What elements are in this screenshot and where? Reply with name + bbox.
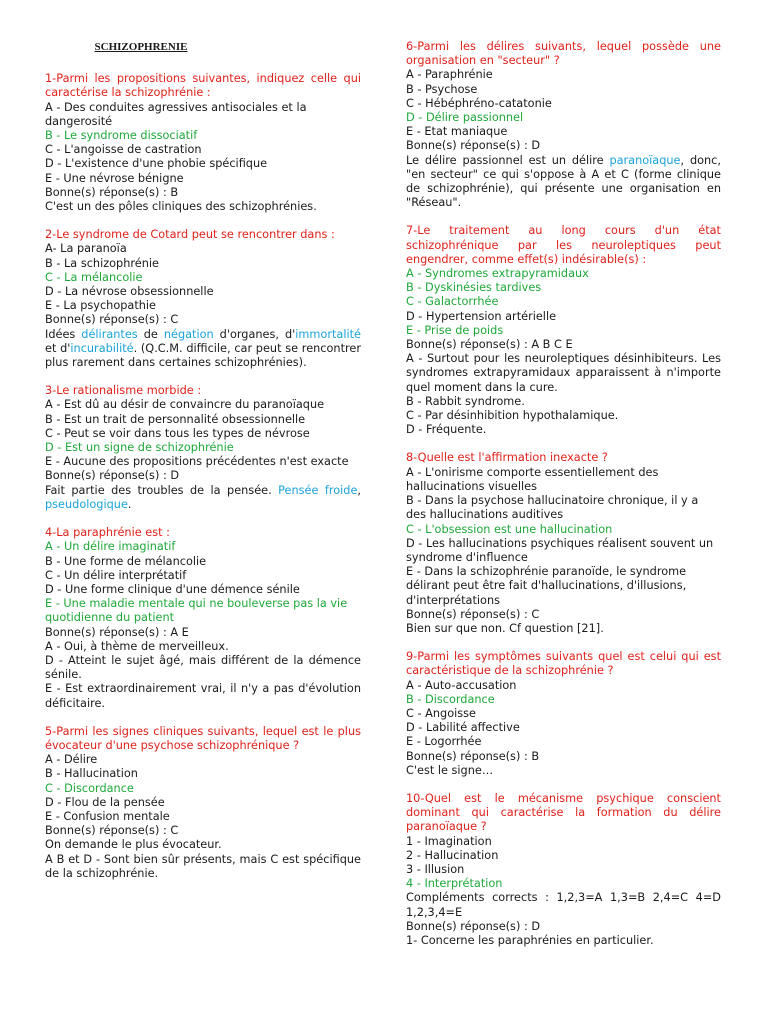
option-a: A - Est dû au désir de convaincre du paranoïaque — [45, 398, 325, 412]
option-b: B - La schizophrénie — [45, 256, 159, 270]
option-e: E - Confusion mentale — [45, 809, 170, 823]
option-a: A - Paraphrénie — [406, 68, 493, 82]
option-e: E - Une névrose bénigne — [45, 171, 184, 185]
answer: Bonne(s) réponse(s) : C — [406, 607, 540, 621]
left-column — [45, 40, 361, 895]
explanation-text: , donc, "en secteur" ce qui s'oppose à A et C (forme clinique de schizophrénie), qui présente une organisation en "Réseau". — [406, 153, 721, 210]
option-c: C - Hébéphréno-catatonie — [406, 96, 552, 110]
explanation: Bien sur que non. Cf question [21]. — [406, 621, 604, 635]
explanation: 1- Concerne les paraphrénies en particulier. — [406, 933, 654, 947]
question-5 — [45, 725, 361, 881]
option-d: D - Labilité affective — [406, 721, 520, 735]
explanation-text: . (Q.C.M. difficile, car peut se rencontrer plus rarement dans certaines schizophrénies). — [45, 341, 362, 370]
option-d: D - Flou de la pensée — [45, 795, 165, 809]
item-2: 2 - Hallucination — [406, 848, 499, 862]
option-a: A - Des conduites agressives antisociales et la dangerosité — [45, 100, 307, 128]
answer: Bonne(s) réponse(s) : B — [45, 185, 179, 199]
question-stem: 5-Parmi les signes cliniques suivants, lequel est le plus évocateur d'une psychose schizophrénique ? — [45, 724, 361, 752]
question-2 — [45, 228, 361, 370]
explanation-text: . — [127, 497, 132, 511]
option-d: D - L'existence d'une phobie spécifique — [45, 157, 268, 171]
option-b: B - Hallucination — [45, 767, 138, 781]
explanation-text: Idées — [45, 327, 82, 341]
question-10 — [406, 792, 721, 948]
question-stem: 2-Le syndrome de Cotard peut se rencontrer dans : — [45, 228, 335, 242]
option-d: D - Les hallucinations psychiques réalisent souvent un syndrome d'influence — [406, 536, 714, 564]
highlight-term: Pensée froide — [278, 483, 358, 497]
option-b: B - Psychose — [406, 82, 478, 96]
highlight-term: délirantes — [81, 327, 138, 341]
item-1: 1 - Imagination — [406, 834, 492, 848]
option-c-correct: C - Galactorrhée — [406, 295, 499, 309]
answer: Bonne(s) réponse(s) : B — [406, 749, 540, 763]
option-e: E - Aucune des propositions précédentes n'est exacte — [45, 455, 349, 469]
question-stem: 8-Quelle est l'affirmation inexacte ? — [406, 451, 608, 465]
explanation: A B et D - Sont bien sûr présents, mais C est spécifique de la schizophrénie. — [45, 852, 361, 880]
highlight-term: incurabilité — [70, 341, 134, 355]
answer: Bonne(s) réponse(s) : C — [45, 824, 179, 838]
answer: Bonne(s) réponse(s) : D — [406, 919, 541, 933]
option-c-correct: C - L'obsession est une hallucination — [406, 522, 613, 536]
complements-key: Compléments corrects : 1,2,3=A 1,3=B 2,4=C 4=D 1,2,3,4=E — [406, 891, 721, 919]
right-column — [406, 40, 721, 962]
option-e: E - Dans la schizophrénie paranoïde, le syndrome délirant peut être fait d'hallucinations, d'illusions, d'interprétations — [406, 565, 687, 607]
option-a-correct: A - Syndromes extrapyramidaux — [406, 267, 589, 281]
answer: Bonne(s) réponse(s) : A B C E — [406, 338, 573, 352]
option-c: C - Peut se voir dans tous les types de névrose — [45, 426, 310, 440]
question-stem: 3-Le rationalisme morbide : — [45, 384, 202, 398]
highlight-term: négation — [163, 327, 214, 341]
option-b: B - Dans la psychose hallucinatoire chronique, il y a des hallucinations auditives — [406, 494, 699, 522]
explanation — [406, 154, 721, 211]
option-e-correct: E - Une maladie mentale qui ne bouleverse pas la vie quotidienne du patient — [45, 597, 348, 625]
question-6 — [406, 40, 721, 210]
item-4-correct: 4 - Interprétation — [406, 877, 503, 891]
explanation — [45, 328, 361, 371]
option-c: C - Un délire interprétatif — [45, 568, 187, 582]
option-d-correct: D - Est un signe de schizophrénie — [45, 441, 234, 455]
explanation: E - Est extraordinairement vrai, il n'y a pas d'évolution déficitaire. — [45, 682, 361, 710]
question-8 — [406, 451, 721, 636]
option-d-correct: D - Délire passionnel — [406, 111, 524, 125]
option-a: A- La paranoïa — [45, 242, 127, 256]
question-stem: 9-Parmi les symptômes suivants quel est celui qui est caractéristique de la schizophrénie ? — [406, 650, 721, 678]
explanation: A - Surtout pour les neuroleptiques désinhibiteurs. Les syndromes extrapyramidaux apparaissent à n'importe quel moment dans la cure. — [406, 352, 721, 394]
explanation-text: et d' — [45, 341, 71, 355]
answer: Bonne(s) réponse(s) : D — [45, 469, 180, 483]
question-4 — [45, 526, 361, 711]
option-c: C - Angoisse — [406, 706, 476, 720]
option-b: B - Est un trait de personnalité obsessionnelle — [45, 412, 306, 426]
explanation: On demande le plus évocateur. — [45, 838, 222, 852]
option-a: A - L'onirisme comporte essentiellement des hallucinations visuelles — [406, 465, 659, 493]
option-b-correct: B - Le syndrome dissociatif — [45, 129, 198, 143]
question-1 — [45, 72, 361, 214]
document-title: SCHIZOPHRENIE — [94, 41, 188, 53]
answer: Bonne(s) réponse(s) : A E — [45, 625, 189, 639]
question-7 — [406, 224, 721, 437]
highlight-term: immortalité — [295, 327, 361, 341]
explanation-text: , — [357, 483, 361, 497]
explanation: A - Oui, à thème de merveilleux. — [45, 639, 229, 653]
option-c-correct: C - Discordance — [45, 781, 134, 795]
explanation: C'est un des pôles cliniques des schizophrénies. — [45, 200, 317, 214]
question-stem: 10-Quel est le mécanisme psychique conscient dominant qui caractérise la formation du délire paranoïaque ? — [406, 791, 721, 834]
question-stem: 4-La paraphrénie est : — [45, 526, 170, 540]
explanation-text: Fait partie des troubles de la pensée. — [45, 483, 279, 497]
option-c: C - L'angoisse de castration — [45, 143, 202, 157]
explanation-text: Le délire passionnel est un délire — [406, 153, 610, 167]
option-a: A - Délire — [45, 753, 98, 767]
option-d: D - Une forme clinique d'une démence sénile — [45, 582, 300, 596]
option-c-correct: C - La mélancolie — [45, 270, 143, 284]
option-b: B - Une forme de mélancolie — [45, 554, 207, 568]
question-3 — [45, 384, 361, 512]
explanation: C'est le signe… — [406, 763, 494, 777]
option-d: D - Hypertension artérielle — [406, 309, 557, 323]
explanation: D - Fréquente. — [406, 423, 487, 437]
item-3: 3 - Illusion — [406, 862, 465, 876]
explanation: B - Rabbit syndrome. — [406, 394, 525, 408]
answer: Bonne(s) réponse(s) : D — [406, 139, 541, 153]
highlight-term: paranoïaque — [609, 153, 681, 167]
option-d: D - La névrose obsessionnelle — [45, 285, 214, 299]
explanation-text: de — [137, 327, 164, 341]
question-9 — [406, 650, 721, 778]
option-a: A - Auto-accusation — [406, 678, 517, 692]
explanation-text: d'organes, d' — [213, 327, 296, 341]
question-stem: 1-Parmi les propositions suivantes, indiquez celle qui caractérise la schizophrénie : — [45, 72, 361, 100]
explanation: C - Par désinhibition hypothalamique. — [406, 409, 619, 423]
option-e: E - Etat maniaque — [406, 125, 508, 139]
question-stem: 6-Parmi les délires suivants, lequel possède une organisation en "secteur" ? — [406, 40, 721, 68]
option-b-correct: B - Dyskinésies tardives — [406, 281, 542, 295]
option-e: E - La psychopathie — [45, 299, 156, 313]
answer: Bonne(s) réponse(s) : C — [45, 313, 179, 327]
option-e-correct: E - Prise de poids — [406, 323, 504, 337]
highlight-term: pseudologique — [45, 497, 128, 511]
explanation: D - Atteint le sujet âgé, mais différent de la démence sénile. — [45, 653, 361, 682]
option-a-correct: A - Un délire imaginatif — [45, 540, 176, 554]
option-e: E - Logorrhée — [406, 735, 482, 749]
explanation — [45, 484, 361, 512]
question-stem: 7-Le traitement au long cours d'un état schizophrénique par les neuroleptiques peut engendrer, comme effet(s) indésirable(s) : — [406, 224, 721, 266]
option-b-correct: B - Discordance — [406, 692, 495, 706]
